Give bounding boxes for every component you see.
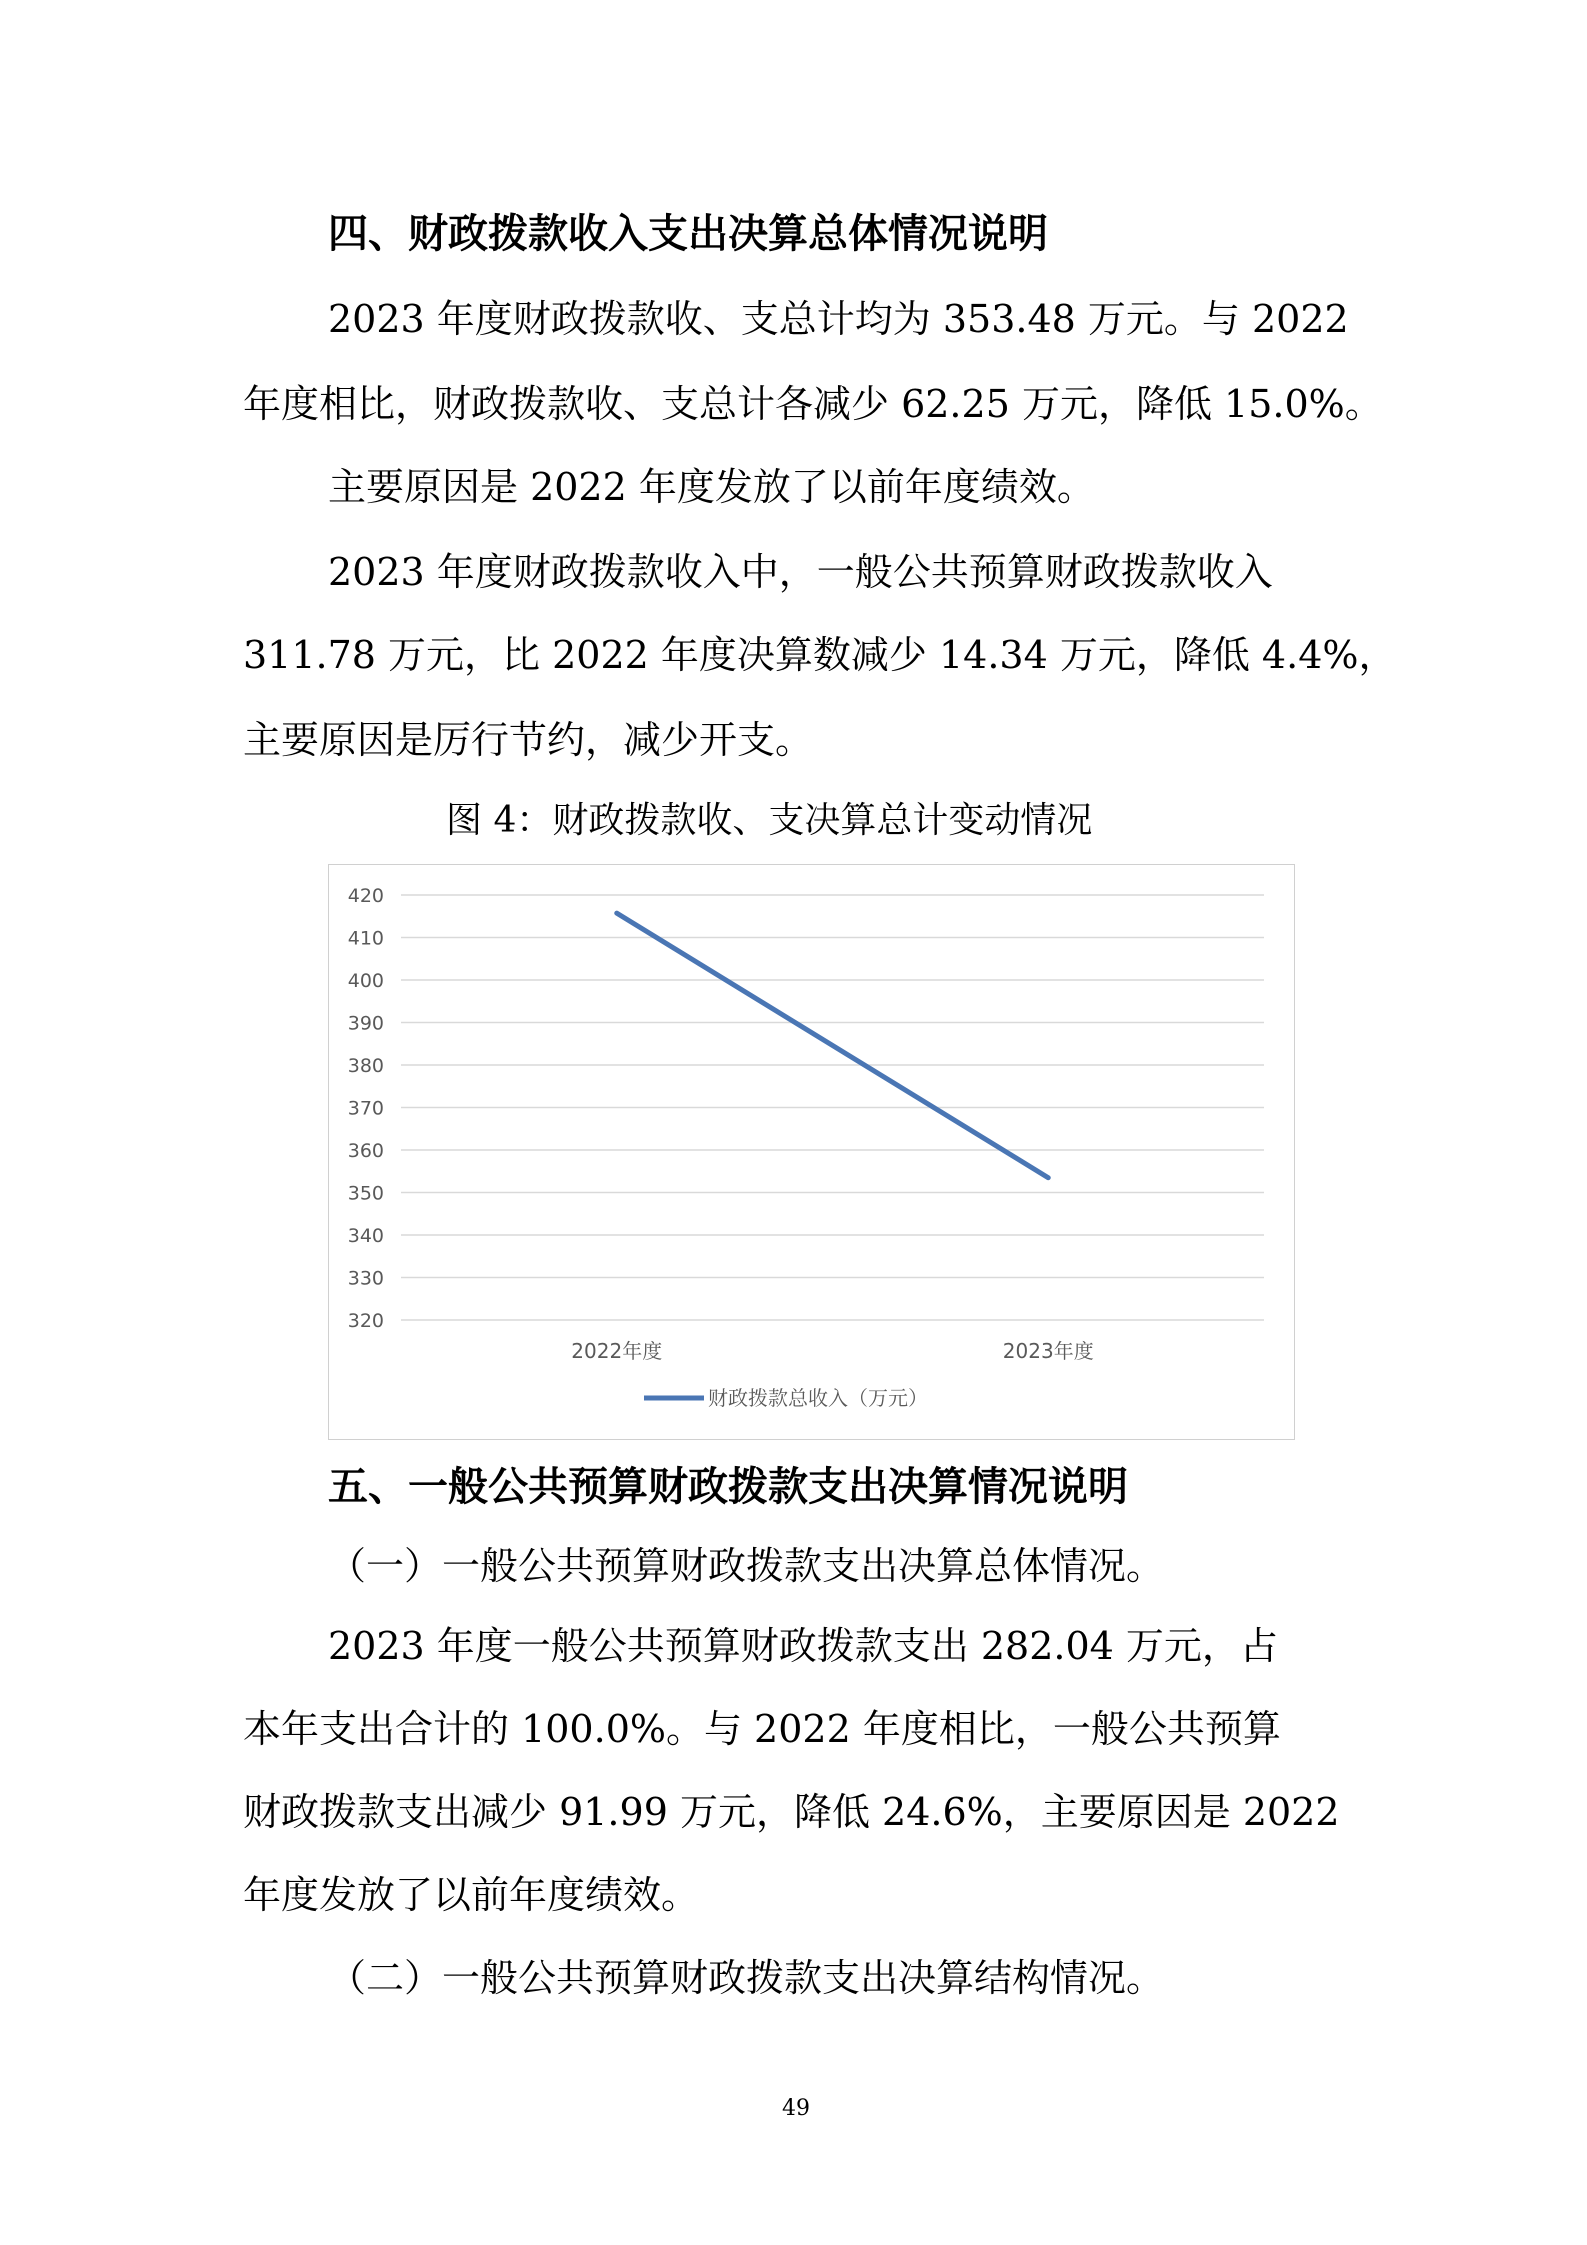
s5-paragraph-1-line-1: 2023 年度一般公共预算财政拨款支出 282.04 万元，占 <box>328 1624 1278 1668</box>
y-tick-label: 390 <box>347 1012 384 1035</box>
s4-paragraph-2-line-1: 主要原因是 2022 年度发放了以前年度绩效。 <box>328 465 1095 509</box>
section-5-heading: 五、一般公共预算财政拨款支出决算情况说明 <box>328 1464 1128 1510</box>
y-tick-label: 330 <box>347 1267 384 1290</box>
y-tick-label: 360 <box>347 1140 384 1162</box>
section-4-heading: 四、财政拨款收入支出决算总体情况说明 <box>328 211 1048 257</box>
s4-paragraph-1-line-1: 2023 年度财政拨款收、支总计均为 353.48 万元。与 2022 <box>328 297 1349 341</box>
x-tick-label: 2023年度 <box>1002 1339 1094 1363</box>
s5-paragraph-1-line-2: 本年支出合计的 100.0%。与 2022 年度相比，一般公共预算 <box>243 1707 1281 1751</box>
y-tick-label: 370 <box>347 1097 384 1120</box>
y-tick-label: 410 <box>347 927 384 950</box>
s4-paragraph-3-line-3: 主要原因是厉行节约，减少开支。 <box>243 718 814 762</box>
s4-paragraph-1-line-2: 年度相比，财政拨款收、支总计各减少 62.25 万元，降低 15.0%。 <box>243 382 1383 426</box>
x-tick-label: 2022年度 <box>571 1339 663 1363</box>
line-chart <box>328 864 1295 1440</box>
y-tick-label: 400 <box>347 970 384 992</box>
series-line <box>617 913 1049 1178</box>
y-tick-label: 340 <box>347 1225 384 1247</box>
y-tick-label: 350 <box>347 1182 384 1205</box>
y-tick-label: 420 <box>347 885 384 907</box>
page-number: 49 <box>782 2096 810 2121</box>
y-tick-label: 320 <box>347 1310 384 1332</box>
s5-paragraph-1-line-3: 财政拨款支出减少 91.99 万元，降低 24.6%，主要原因是 2022 <box>243 1790 1340 1834</box>
s4-paragraph-3-line-2: 311.78 万元，比 2022 年度决算数减少 14.34 万元，降低 4.4%， <box>243 633 1397 677</box>
legend-label: 财政拨款总收入（万元） <box>708 1386 928 1410</box>
y-tick-label: 380 <box>347 1055 384 1077</box>
s4-paragraph-3-line-1: 2023 年度财政拨款收入中，一般公共预算财政拨款收入 <box>328 550 1273 594</box>
s5-paragraph-1-line-4: 年度发放了以前年度绩效。 <box>243 1873 700 1917</box>
s5-subheading-2: （二）一般公共预算财政拨款支出决算结构情况。 <box>328 1956 1165 2000</box>
figure-caption: 图 4：财政拨款收、支决算总计变动情况 <box>446 800 1093 841</box>
line-chart-svg <box>329 865 1296 1441</box>
s5-subheading-1: （一）一般公共预算财政拨款支出决算总体情况。 <box>328 1544 1165 1588</box>
